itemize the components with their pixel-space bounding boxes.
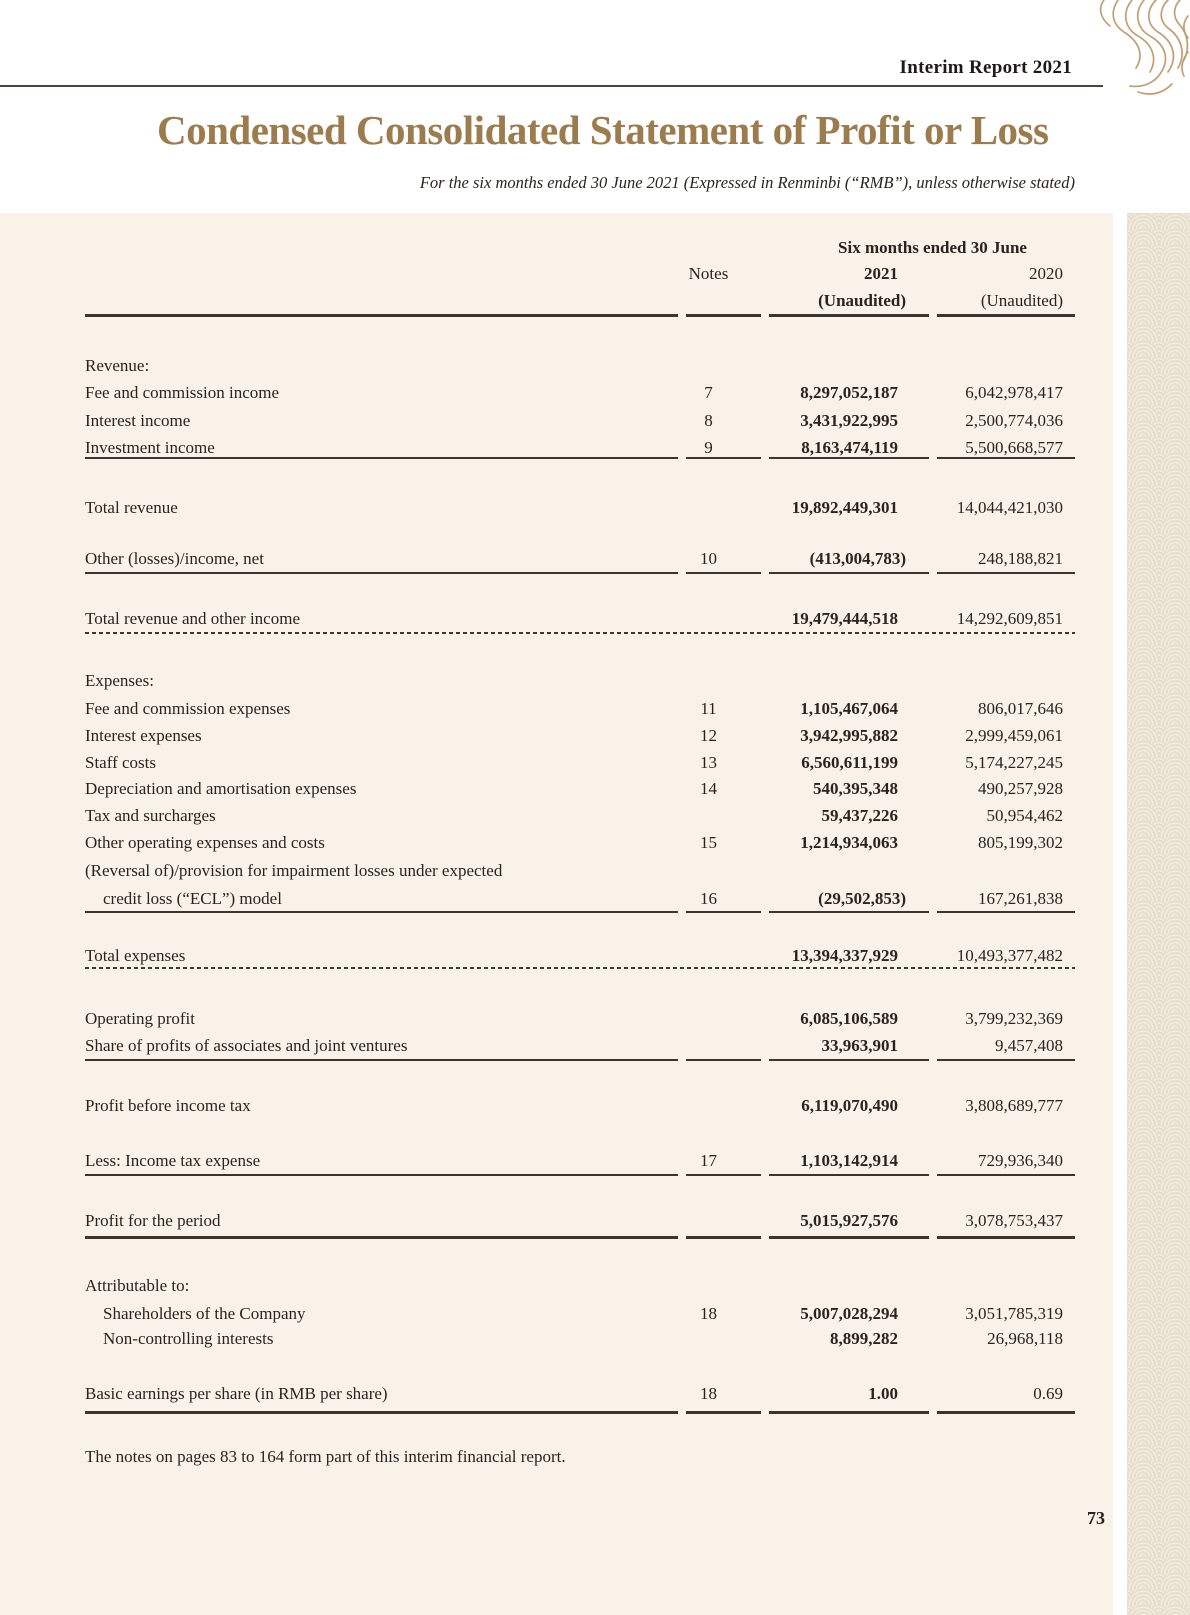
row-profit-before-income-tax: Profit before income tax 6,119,070,490 3,808,689,777 [85, 1095, 1063, 1115]
row-other-losses-income-net: Other (losses)/income, net 10 (413,004,783) 248,188,821 [85, 548, 1063, 568]
section-rule [85, 1059, 1075, 1061]
closing-rule-thick [85, 1411, 1075, 1414]
notes-column-header: Notes [688, 263, 729, 283]
page-subtitle: For the six months ended 30 June 2021 (Expressed in Renminbi (“RMB”), unless otherwise stated) [419, 173, 1075, 192]
row-income-tax-expense: Less: Income tax expense 17 1,103,142,914 729,936,340 [85, 1150, 1063, 1170]
total-rule-thick [85, 1236, 1075, 1239]
dashed-rule [85, 632, 1075, 634]
row-revenue-heading: Revenue: [85, 355, 150, 375]
row-other-operating-expenses: Other operating expenses and costs 15 1,214,934,063 805,199,302 [85, 832, 1063, 852]
row-expenses-heading: Expenses: [85, 670, 154, 690]
header-rule-thick [85, 314, 1075, 317]
section-rule [85, 457, 1075, 459]
year-2021-header: 2021 [864, 263, 898, 283]
unaudited-2021-label: (Unaudited) [818, 290, 906, 310]
row-fee-and-commission-expenses: Fee and commission expenses 11 1,105,467,064 806,017,646 [85, 698, 1063, 718]
page-title: Condensed Consolidated Statement of Profit or Loss [157, 107, 1049, 153]
row-investment-income: Investment income 9 8,163,474,119 5,500,668,577 [85, 437, 1063, 457]
row-share-of-profits-associates: Share of profits of associates and joint ventures 33,963,901 9,457,408 [85, 1035, 1063, 1055]
section-rule [85, 1174, 1075, 1176]
row-non-controlling-interests: Non-controlling interests 8,899,282 26,968,118 [103, 1328, 1063, 1348]
unaudited-2020-label: (Unaudited) [980, 290, 1063, 310]
row-credit-loss-ecl-model: credit loss (“ECL”) model 16 (29,502,853) 167,261,838 [103, 888, 1063, 908]
row-tax-and-surcharges: Tax and surcharges 59,437,226 50,954,462 [85, 805, 1063, 825]
column-group-header: Six months ended 30 June [838, 238, 1027, 257]
dashed-rule [85, 967, 1075, 969]
section-rule [85, 911, 1075, 913]
row-staff-costs: Staff costs 13 6,560,611,199 5,174,227,245 [85, 752, 1063, 772]
row-interest-income: Interest income 8 3,431,922,995 2,500,774,036 [85, 410, 1063, 430]
row-total-expenses: Total expenses 13,394,337,929 10,493,377,482 [85, 945, 1063, 965]
row-depreciation-amortisation: Depreciation and amortisation expenses 14 540,395,348 490,257,928 [85, 778, 1063, 798]
row-interest-expenses: Interest expenses 12 3,942,995,882 2,999,459,061 [85, 725, 1063, 745]
row-total-revenue-and-other-income: Total revenue and other income 19,479,444,518 14,292,609,851 [85, 608, 1063, 628]
header-divider [0, 85, 1103, 87]
row-shareholders-of-company: Shareholders of the Company 18 5,007,028,294 3,051,785,319 [103, 1303, 1063, 1323]
row-reversal-provision-line1: (Reversal of)/provision for impairment losses under expected [85, 860, 503, 880]
row-attributable-to-heading: Attributable to: [85, 1275, 190, 1295]
unaudited-header-row [85, 287, 1075, 314]
report-title: Interim Report 2021 [899, 57, 1072, 78]
page-number: 73 [1087, 1508, 1105, 1528]
year-2020-header: 2020 [1029, 263, 1063, 283]
footnote: The notes on pages 83 to 164 form part of this interim financial report. [85, 1447, 566, 1466]
row-profit-for-the-period: Profit for the period 5,015,927,576 3,078,753,437 [85, 1210, 1063, 1230]
row-total-revenue: Total revenue 19,892,449,301 14,044,421,030 [85, 497, 1063, 517]
row-fee-and-commission-income: Fee and commission income 7 8,297,052,187 6,042,978,417 [85, 382, 1063, 402]
seigaiha-pattern-strip [1127, 213, 1190, 1615]
row-basic-earnings-per-share: Basic earnings per share (in RMB per share) 18 1.00 0.69 [85, 1383, 1063, 1403]
row-operating-profit: Operating profit 6,085,106,589 3,799,232,369 [85, 1008, 1063, 1028]
column-header-row [85, 260, 1075, 287]
section-rule [85, 572, 1075, 574]
wave-swirl-icon [1082, 0, 1190, 114]
